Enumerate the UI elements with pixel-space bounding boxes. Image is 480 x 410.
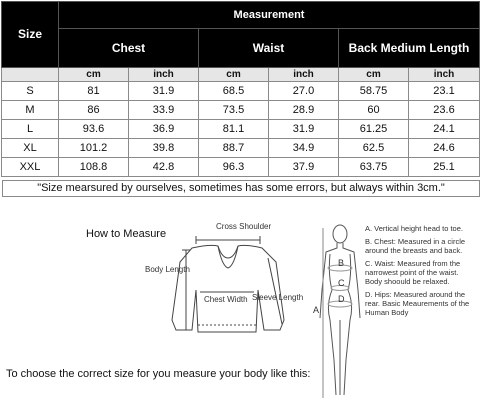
instruction-text: To choose the correct size for you measure your body like this: xyxy=(6,368,311,380)
size-cell: XL xyxy=(2,139,59,158)
value-cell: 34.9 xyxy=(269,139,339,158)
units-blank xyxy=(2,68,59,82)
value-cell: 62.5 xyxy=(339,139,409,158)
value-cell: 58.75 xyxy=(339,82,409,101)
unit-cell: cm xyxy=(199,68,269,82)
size-cell: XXL xyxy=(2,158,59,177)
value-cell: 27.0 xyxy=(269,82,339,101)
value-cell: 93.6 xyxy=(59,120,129,139)
table-row xyxy=(2,120,480,139)
size-cell: L xyxy=(2,120,59,139)
letter-d: D xyxy=(338,294,345,304)
letter-a: A xyxy=(313,305,320,315)
legend-item: C. Waist: Measured from the narrowest point of the waist. Body shoould be relaxed. xyxy=(365,259,461,286)
value-cell: 31.9 xyxy=(269,120,339,139)
value-cell: 24.1 xyxy=(409,120,480,139)
value-cell: 25.1 xyxy=(409,158,480,177)
unit-cell: inch xyxy=(269,68,339,82)
size-note: "Size mearsured by ourselves, sometimes has some errors, but always within 3cm." xyxy=(2,180,480,197)
body-figure xyxy=(320,225,360,398)
sweater-diagram xyxy=(172,236,284,332)
unit-cell: cm xyxy=(59,68,129,82)
measurement-legend xyxy=(365,224,477,321)
value-cell: 86 xyxy=(59,101,129,120)
value-cell: 23.6 xyxy=(409,101,480,120)
cross-shoulder-label: Cross Shoulder xyxy=(216,222,272,231)
table-row xyxy=(2,158,480,177)
table-row xyxy=(2,82,480,101)
value-cell: 23.1 xyxy=(409,82,480,101)
legend-item: A. Vertical height head to toe. xyxy=(365,224,463,233)
value-cell: 36.9 xyxy=(129,120,199,139)
table-row xyxy=(2,101,480,120)
sweater-outline xyxy=(172,245,284,332)
chest-width-label: Chest Width xyxy=(204,295,248,304)
legend-item: B. Chest: Measured in a circle around the breasts and back. xyxy=(365,237,466,255)
how-to-measure-title: How to Measure xyxy=(86,228,167,240)
value-cell: 39.8 xyxy=(129,139,199,158)
legend-item: D. Hips: Measured around the rear. Basic Meaurements of the Human Body xyxy=(365,290,470,317)
value-cell: 101.2 xyxy=(59,139,129,158)
head xyxy=(333,225,347,243)
unit-cell: inch xyxy=(409,68,480,82)
value-cell: 37.9 xyxy=(269,158,339,177)
sleeve-length-label: Sleeve Length xyxy=(252,293,304,302)
value-cell: 63.75 xyxy=(339,158,409,177)
value-cell: 31.9 xyxy=(129,82,199,101)
letter-b: B xyxy=(338,258,345,268)
size-chart-table xyxy=(1,1,480,177)
value-cell: 81 xyxy=(59,82,129,101)
chest-header: Chest xyxy=(59,29,199,68)
body-length-label: Body Length xyxy=(145,265,190,274)
size-cell: M xyxy=(2,101,59,120)
value-cell: 61.25 xyxy=(339,120,409,139)
value-cell: 24.6 xyxy=(409,139,480,158)
letter-c: C xyxy=(338,278,345,288)
unit-cell: inch xyxy=(129,68,199,82)
waist-header: Waist xyxy=(199,29,339,68)
value-cell: 108.8 xyxy=(59,158,129,177)
value-cell: 42.8 xyxy=(129,158,199,177)
size-cell: S xyxy=(2,82,59,101)
value-cell: 88.7 xyxy=(199,139,269,158)
value-cell: 33.9 xyxy=(129,101,199,120)
unit-cell: cm xyxy=(339,68,409,82)
value-cell: 73.5 xyxy=(199,101,269,120)
table-row xyxy=(2,139,480,158)
value-cell: 28.9 xyxy=(269,101,339,120)
value-cell: 68.5 xyxy=(199,82,269,101)
back-length-header: Back Medium Length xyxy=(339,29,480,68)
value-cell: 96.3 xyxy=(199,158,269,177)
size-header: Size xyxy=(2,2,59,68)
sweater-neckline xyxy=(218,246,238,268)
value-cell: 81.1 xyxy=(199,120,269,139)
value-cell: 60 xyxy=(339,101,409,120)
measurement-header: Measurement xyxy=(59,2,480,29)
units-row xyxy=(2,68,480,82)
